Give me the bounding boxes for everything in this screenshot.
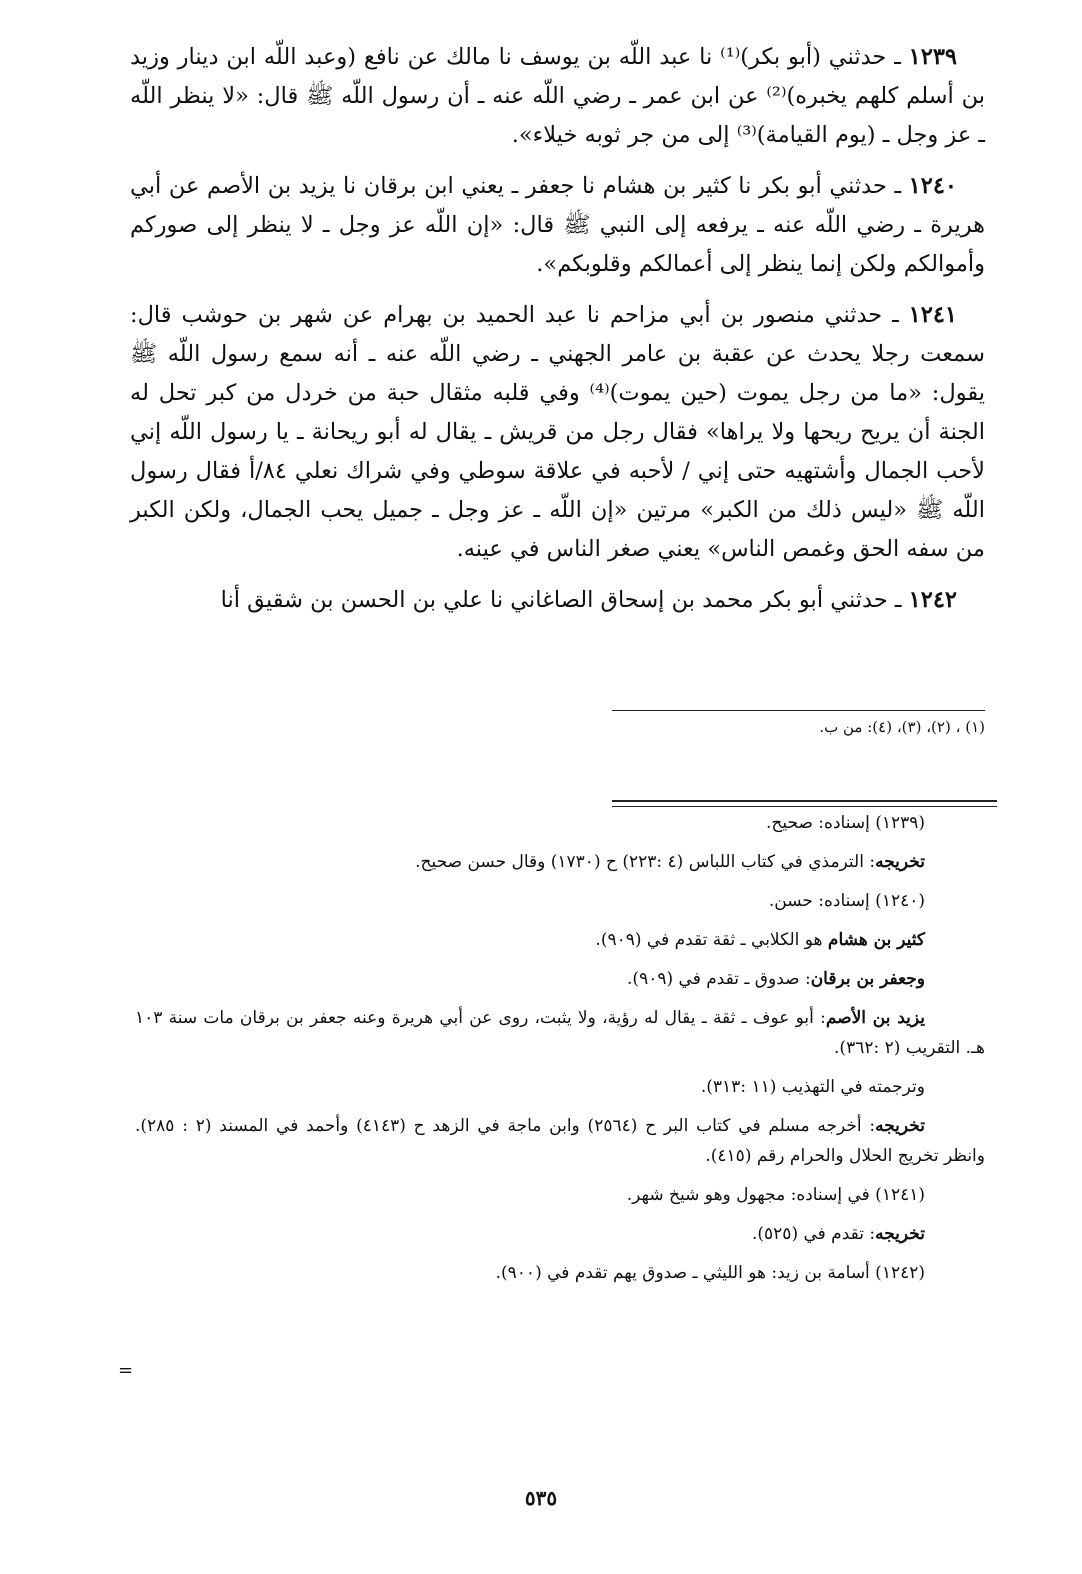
main-text <box>130 38 985 632</box>
note-text: هو الكلابي ـ ثقة تقدم في (٩٠٩). <box>595 930 828 950</box>
note-item <box>135 1219 985 1249</box>
hadith-1242 <box>130 581 985 620</box>
margin-mark: = <box>118 1360 134 1381</box>
note-item <box>135 808 985 838</box>
note-item <box>135 886 985 916</box>
hadith-text: ـ حدثني منصور بن أبي مزاحم نا عبد الحميد بن بهرام عن شهر بن حوشب قال: سمعت رجلا يحدث عن عقبة بن عامر الجهني ـ رضي اللّه عنه ـ أنه سمع رسول اللّه ﷺ يقول: «ما من رجل يموت (حين يموت)⁽⁴⁾ وفي قلبه مثقال حبة من خردل من كبر تحل له الجنة أن يريح ريحها ولا يراها» فقال رجل من قريش ـ يقال له أبو ريحانة ـ يا رسول اللّه إني لأحب الجمال وأشتهيه حتى إني / لأحبه في علاقة سوطي وفي شراك نعلي ٨٤/أ فقال رسول اللّه ﷺ «ليس ذلك من الكبر» مرتين «إن اللّه ـ عز وجل ـ جميل يحب الجمال، ولكن الكبر من سفه الحق وغمص الناس» يعني صغر الناس في عينه. <box>130 302 985 562</box>
editor-notes <box>135 808 985 1297</box>
note-text: وترجمته في التهذيب (١١ :٣١٣). <box>700 1077 925 1097</box>
note-text: : أخرجه مسلم في كتاب البر ح (٢٥٦٤) وابن ماجة في الزهد ح (٤١٤٣) وأحمد في المسند (٢ : ٢٨٥). وانظر تخريج الحلال والحرام رقم (٤١٥). <box>135 1116 985 1166</box>
note-item <box>135 964 985 994</box>
note-text: (١٢٤١) في إسناده: مجهول وهو شيخ شهر. <box>626 1185 925 1205</box>
hadith-1239 <box>130 38 985 155</box>
hadith-number: ١٢٣٩ <box>908 44 958 70</box>
note-item <box>135 847 985 877</box>
note-text: : أبو عوف ـ ثقة ـ يقال له رؤية، ولا يثبت، روى عن أبي هريرة وعنه جعفر بن برقان مات سنة ١٠٣ هـ. التقريب (٢ :٣٦٢). <box>135 1008 985 1058</box>
note-text: : الترمذي في كتاب اللباس (٤ :٢٢٣) ح (١٧٣٠) وقال حسن صحيح. <box>415 852 876 872</box>
note-item <box>135 1180 985 1210</box>
note-heading: تخريجه <box>875 1116 925 1136</box>
notes-divider-bottom <box>612 806 997 807</box>
note-heading: تخريجه <box>875 1224 925 1244</box>
note-heading: يزيد بن الأصم <box>825 1008 925 1028</box>
notes-divider-top <box>612 800 997 802</box>
note-text: (١٢٤٠) إسناده: حسن. <box>768 891 925 911</box>
note-heading: تخريجه <box>875 852 925 872</box>
note-text: (١٢٣٩) إسناده: صحيح. <box>765 813 925 833</box>
footnote-divider <box>612 710 985 711</box>
note-item <box>135 1258 985 1288</box>
note-item <box>135 1111 985 1171</box>
note-item <box>135 1003 985 1063</box>
note-text: : صدوق ـ تقدم في (٩٠٩). <box>627 969 811 989</box>
note-item <box>135 925 985 955</box>
note-text: : تقدم في (٥٢٥). <box>751 1224 876 1244</box>
hadith-1240 <box>130 167 985 284</box>
manuscript-footnote: (١) ، (٢)، (٣)، (٤): من ب. <box>819 718 985 736</box>
hadith-1241 <box>130 296 985 569</box>
page-number: ٥٣٥ <box>524 1486 558 1510</box>
hadith-number: ١٢٤٠ <box>908 173 957 199</box>
hadith-text: ـ حدثني (أبو بكر)⁽¹⁾ نا عبد اللّه بن يوسف نا مالك عن نافع (وعبد اللّه ابن دينار وزيد بن أسلم كلهم يخبره)⁽²⁾ عن ابن عمر ـ رضي اللّه عنه ـ أن رسول اللّه ﷺ قال: «لا ينظر اللّه ـ عز وجل ـ (يوم القيامة)⁽³⁾ إلى من جر ثوبه خيلاء». <box>130 44 985 148</box>
note-heading: كثير بن هشام <box>827 930 925 950</box>
note-heading: وجعفر بن برقان <box>810 969 925 989</box>
note-item <box>135 1072 985 1102</box>
hadith-number: ١٢٤٢ <box>908 587 957 613</box>
hadith-number: ١٢٤١ <box>908 302 957 328</box>
hadith-text: ـ حدثني أبو بكر محمد بن إسحاق الصاغاني نا علي بن الحسن بن شقيق أنا <box>220 587 909 613</box>
hadith-text: ـ حدثني أبو بكر نا كثير بن هشام نا جعفر ـ يعني ابن برقان نا يزيد بن الأصم عن أبي هريرة ـ رضي اللّه عنه ـ يرفعه إلى النبي ﷺ قال: «إن اللّه عز وجل ـ لا ينظر إلى صوركم وأموالكم ولكن إنما ينظر إلى أعمالكم وقلوبكم». <box>130 173 985 277</box>
note-text: (١٢٤٢) أسامة بن زيد: هو الليثي ـ صدوق يهم تقدم في (٩٠٠). <box>495 1263 925 1283</box>
